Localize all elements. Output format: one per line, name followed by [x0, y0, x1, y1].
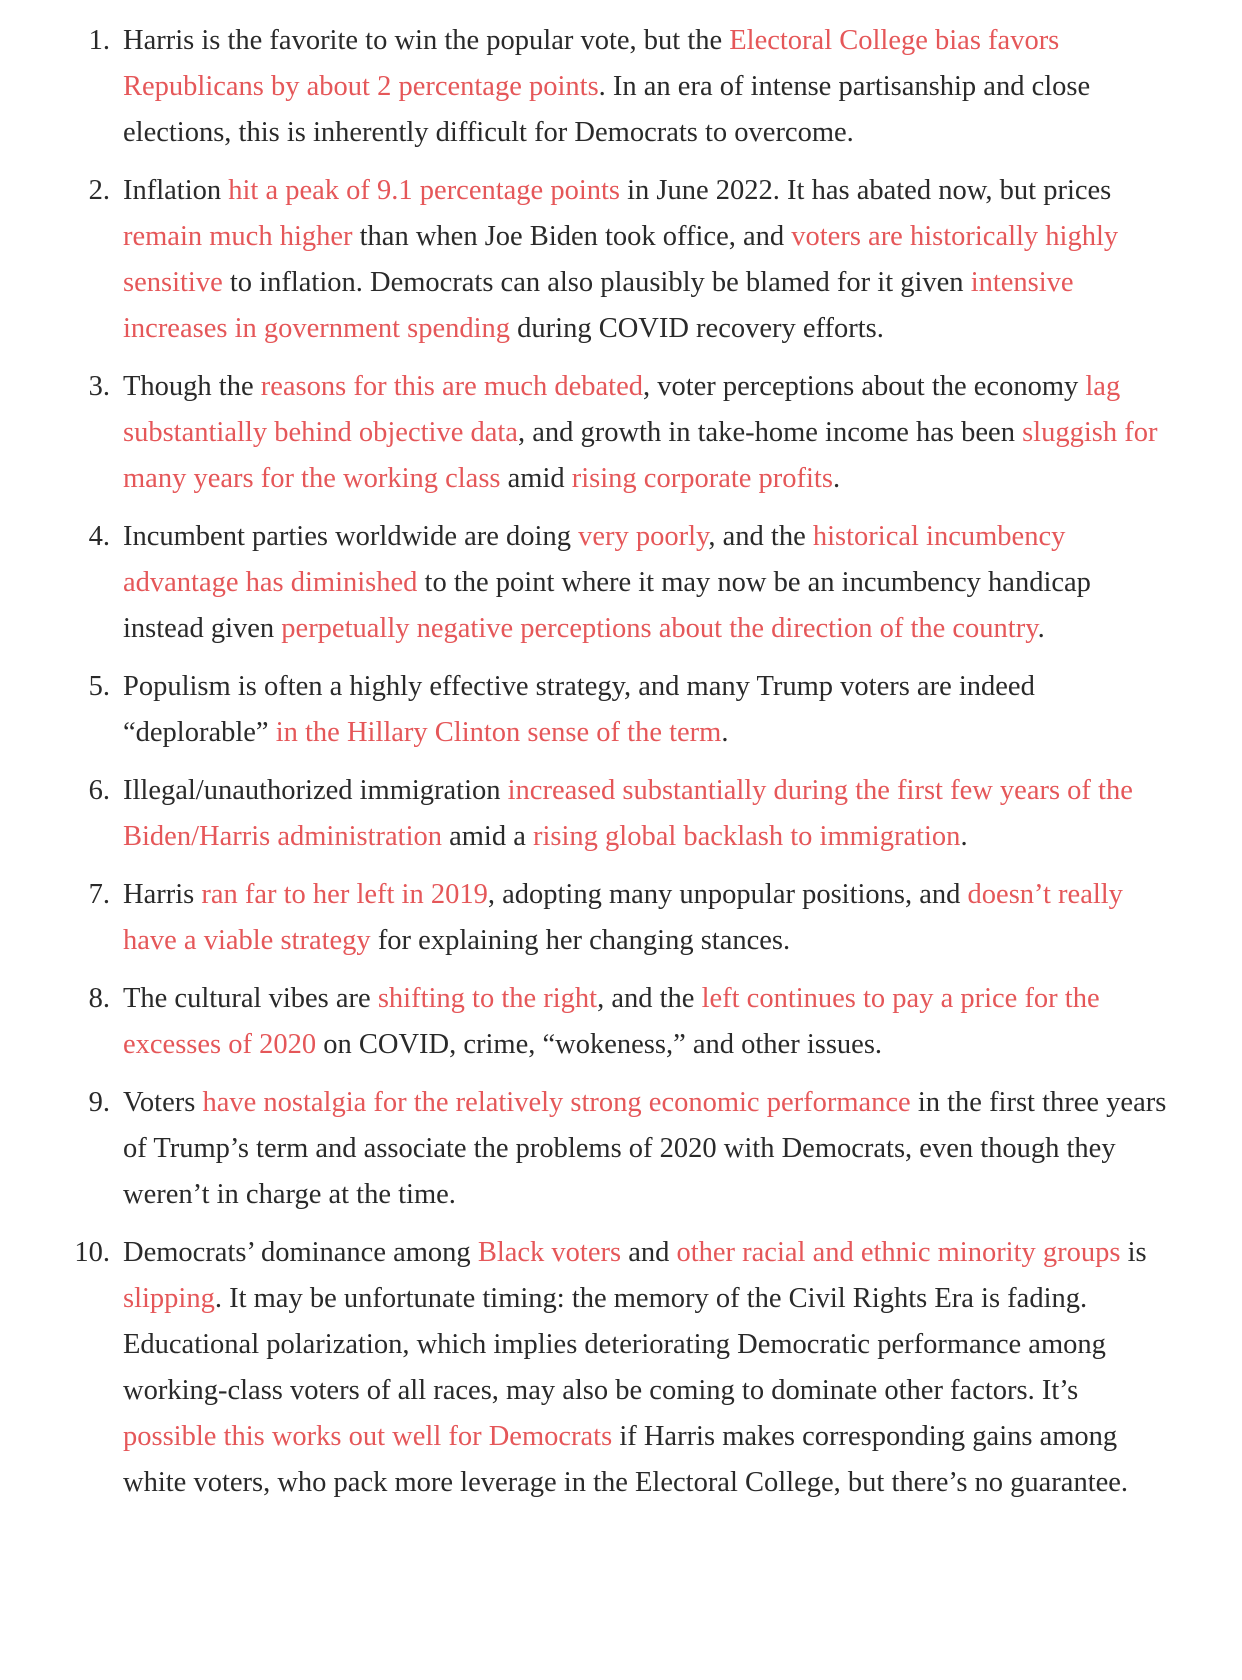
text-segment: , and growth in take-home income has been: [517, 417, 1023, 448]
list-item-number: 1.: [88, 25, 110, 56]
text-segment: during COVID recovery efforts.: [510, 313, 884, 344]
list-item-text: [123, 1237, 1147, 1498]
list-item: [0, 168, 1242, 352]
text-segment: in the first three years of Trump’s term and associate the problems of 2020 with Democrats, even though they weren’t in charge at the time.: [123, 1087, 1167, 1210]
list-item-number: 2.: [88, 175, 110, 206]
inline-link[interactable]: intensive increases in government spending: [123, 267, 1074, 344]
list-item-number: 9.: [88, 1087, 110, 1118]
text-segment: . It may be unfortunate timing: the memory of the Civil Rights Era is fading. Educational polarization, which implies deteriorating Democratic performance among working-class voters of all races, may also be coming to dominate other factors. It’s: [123, 1283, 1106, 1406]
text-segment: in June 2022. It has abated now, but prices: [620, 175, 1112, 206]
text-segment: Harris: [123, 879, 202, 910]
text-segment: Inflation: [123, 175, 229, 206]
list-item-text: [123, 879, 1123, 956]
text-segment: Democrats’ dominance among: [123, 1237, 478, 1268]
inline-link[interactable]: hit a peak of 9.1 percentage points: [228, 175, 621, 206]
inline-link[interactable]: have nostalgia for the relatively strong economic performance: [202, 1087, 911, 1118]
list-item-number: 4.: [88, 521, 110, 552]
text-segment: Though the: [123, 371, 261, 402]
text-segment: amid: [500, 463, 572, 494]
inline-link[interactable]: historical incumbency advantage has diminished: [123, 521, 1066, 598]
list-item-text: [123, 983, 1100, 1060]
text-segment: , and the: [708, 521, 813, 552]
list-item-number: 6.: [88, 775, 110, 806]
inline-link[interactable]: doesn’t really have a viable strategy: [123, 879, 1123, 956]
inline-link[interactable]: in the Hillary Clinton sense of the term: [275, 717, 722, 748]
list-item-text: [123, 25, 1090, 148]
inline-link[interactable]: increased substantially during the first few years of the Biden/Harris administration: [123, 775, 1133, 852]
text-segment: to the point where it may now be an incumbency handicap instead given: [123, 567, 1091, 644]
inline-link[interactable]: other racial and ethnic minority groups: [676, 1237, 1121, 1268]
inline-link[interactable]: possible this works out well for Democrats: [123, 1421, 613, 1452]
text-segment: for explaining her changing stances.: [370, 925, 791, 956]
inline-link[interactable]: left continues to pay a price for the excesses of 2020: [123, 983, 1100, 1060]
text-segment: , adopting many unpopular positions, and: [487, 879, 968, 910]
text-segment: Voters: [123, 1087, 203, 1118]
list-item-number: 7.: [88, 879, 110, 910]
inline-link[interactable]: very poorly: [578, 521, 709, 552]
inline-link[interactable]: reasons for this are much debated: [260, 371, 643, 402]
list-item-text: [123, 371, 1157, 494]
text-segment: if Harris makes corresponding gains among white voters, who pack more leverage in the Electoral College, but there’s no guarantee.: [123, 1421, 1129, 1498]
list-item: [0, 18, 1242, 156]
list-item-number: 10.: [74, 1237, 110, 1268]
inline-link[interactable]: Electoral College bias favors Republicans by about 2 percentage points: [123, 25, 1060, 102]
list-item-number: 8.: [88, 983, 110, 1014]
text-segment: than when Joe Biden took office, and: [352, 221, 792, 252]
list-item-text: [123, 175, 1118, 344]
text-segment: and: [621, 1237, 677, 1268]
list-item-text: [123, 521, 1091, 644]
list-item: [0, 976, 1242, 1068]
list-item: [0, 664, 1242, 756]
inline-link[interactable]: lag substantially behind objective data: [123, 371, 1121, 448]
text-segment: to inflation. Democrats can also plausibly be blamed for it given: [222, 267, 971, 298]
list-item: [0, 1230, 1242, 1506]
article-body: [0, 18, 1242, 1518]
list-item: [0, 872, 1242, 964]
reasons-list: [0, 18, 1242, 1506]
text-segment: .: [960, 821, 968, 852]
inline-link[interactable]: slipping: [123, 1283, 215, 1314]
text-segment: is: [1120, 1237, 1147, 1268]
text-segment: , voter perceptions about the economy: [642, 371, 1086, 402]
list-item-text: [123, 775, 1133, 852]
text-segment: .: [721, 717, 729, 748]
inline-link[interactable]: Black voters: [477, 1237, 622, 1268]
list-item: [0, 768, 1242, 860]
list-item: [0, 514, 1242, 652]
list-item: [0, 1080, 1242, 1218]
inline-link[interactable]: shifting to the right: [377, 983, 598, 1014]
list-item: [0, 364, 1242, 502]
text-segment: .: [1037, 613, 1045, 644]
text-segment: Illegal/unauthorized immigration: [123, 775, 508, 806]
inline-link[interactable]: ran far to her left in 2019: [201, 879, 488, 910]
list-item-number: 5.: [88, 671, 110, 702]
text-segment: amid a: [441, 821, 533, 852]
text-segment: Incumbent parties worldwide are doing: [123, 521, 579, 552]
inline-link[interactable]: rising corporate profits: [571, 463, 833, 494]
text-segment: Harris is the favorite to win the popular vote, but the: [123, 25, 730, 56]
text-segment: Populism is often a highly effective strategy, and many Trump voters are indeed “deplorable”: [123, 671, 1035, 748]
inline-link[interactable]: remain much higher: [123, 221, 353, 252]
text-segment: . In an era of intense partisanship and close elections, this is inherently difficult for Democrats to overcome.: [123, 71, 1091, 148]
list-item-text: [123, 671, 1035, 748]
text-segment: , and the: [597, 983, 702, 1014]
inline-link[interactable]: perpetually negative perceptions about the direction of the country: [281, 613, 1038, 644]
text-segment: .: [832, 463, 841, 494]
inline-link[interactable]: rising global backlash to immigration: [533, 821, 961, 852]
inline-link[interactable]: sluggish for many years for the working class: [123, 417, 1158, 494]
text-segment: The cultural vibes are: [123, 983, 378, 1014]
list-item-text: [123, 1087, 1166, 1210]
list-item-number: 3.: [88, 371, 110, 402]
inline-link[interactable]: voters are historically highly sensitive: [123, 221, 1119, 298]
text-segment: on COVID, crime, “wokeness,” and other issues.: [316, 1029, 883, 1060]
